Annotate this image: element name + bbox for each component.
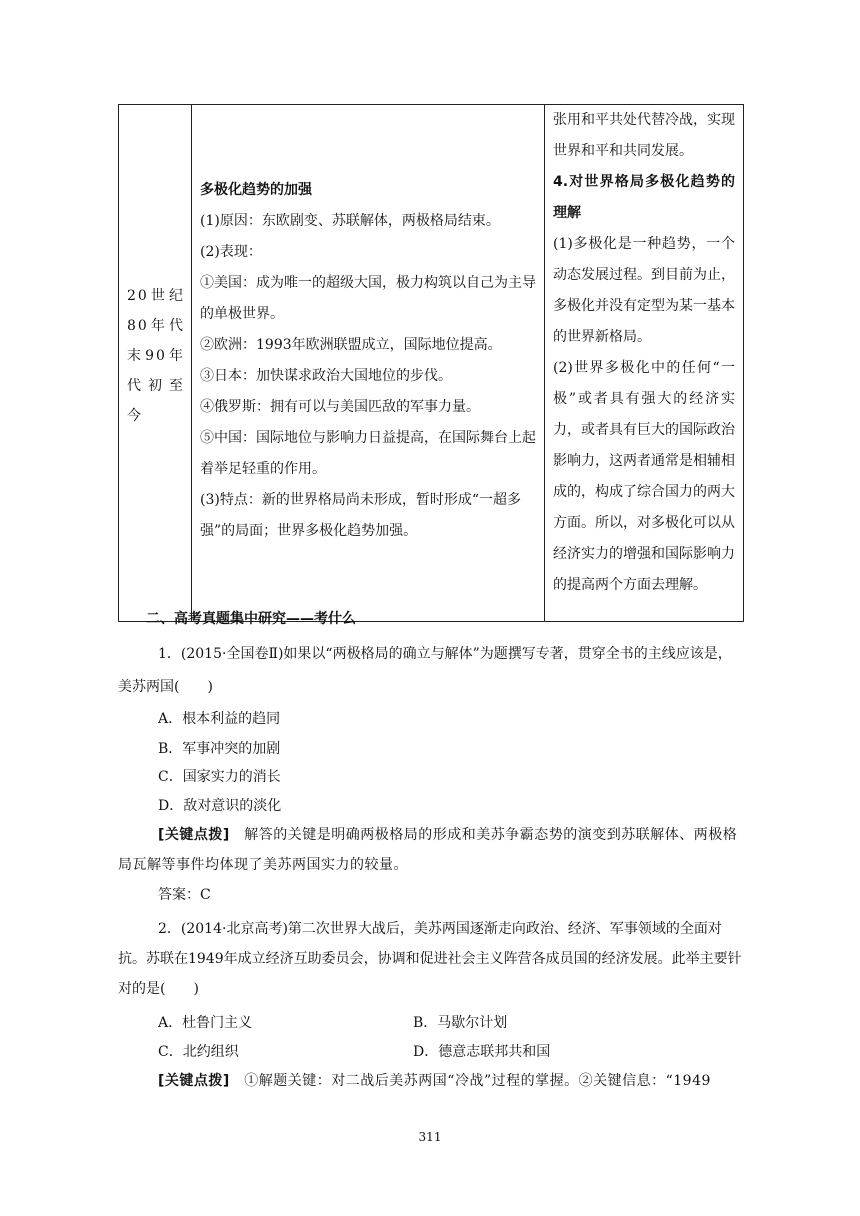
content-line: ④俄罗斯：拥有可以与美国匹敌的军事力量。: [200, 399, 480, 415]
q1-stem: 1．(2015·全国卷Ⅱ)如果以“两极格局的确立与解体”为题撰写专著，贯穿全书的主线应该是，美苏两国( ): [118, 646, 732, 695]
content-line: ①美国：成为唯一的超级大国，极力构筑以自己为主导的单极世界。: [200, 275, 536, 322]
q1-option-b: B．军事冲突的加剧: [158, 741, 281, 757]
notes-heading: 4.对世界格局多极化趋势的理解: [553, 174, 735, 221]
q2-option-b: B．马歇尔计划: [413, 1015, 508, 1031]
content-line: ②欧洲：1993年欧洲联盟成立，国际地位提高。: [200, 337, 502, 353]
notes-continued: 张用和平共处代替冷战，实现世界和平和共同发展。: [553, 112, 735, 159]
content-cell: [192, 105, 545, 622]
content-line: ③日本：加快谋求政治大国地位的步伐。: [200, 368, 452, 384]
period-cell: [119, 105, 192, 622]
content-line: (3)特点：新的世界格局尚未形成，暂时形成“一超多强”的局面；世界多极化趋势加强。: [200, 492, 521, 539]
period-label: 20世纪80年代末90年代初至今: [127, 288, 185, 424]
q1-option-a: A．根本利益的趋同: [158, 711, 281, 727]
q2-option-a: A．杜鲁门主义: [158, 1015, 253, 1031]
q1-hint-text: 解答的关键是明确两极格局的形成和美苏争霸态势的演变到苏联解体、两极格局瓦解等事件均体现了美苏两国实力的较量。: [118, 827, 738, 873]
content-heading: 多极化趋势的加强: [200, 182, 312, 198]
q1-answer: 答案：C: [158, 887, 211, 903]
q2-stem: 2．(2014·北京高考)第二次世界大战后，美苏两国逐渐走向政治、经济、军事领域的全面对抗。苏联在1949年成立经济互助委员会，协调和促进社会主义阵营各成员国的经济发展。此举主要针对的是( ): [118, 921, 742, 997]
content-line: ⑤中国：国际地位与影响力日益提高，在国际舞台上起着举足轻重的作用。: [200, 430, 536, 477]
table-row: [119, 105, 744, 622]
q1-option-c: C．国家实力的消长: [158, 769, 281, 785]
content-line: (1)原因：东欧剧变、苏联解体，两极格局结束。: [200, 213, 500, 229]
q1-option-d: D．敌对意识的淡化: [158, 798, 282, 814]
q2-hint-text: ①解题关键：对二战后美苏两国“冷战”过程的掌握。②关键信息：“1949: [229, 1073, 711, 1089]
q2-option-c: C．北约组织: [158, 1044, 239, 1060]
q2-hint: [118, 1066, 742, 1096]
q1-hint: [118, 820, 742, 880]
page-number: 311: [418, 1130, 442, 1144]
q2-hint-label: [关键点拨]: [158, 1073, 230, 1089]
summary-table: [118, 104, 744, 622]
q1-hint-label: [关键点拨]: [158, 827, 230, 843]
content-line: (2)表现：: [200, 244, 262, 260]
notes-line: (2)世界多极化中的任何“一极”或者具有强大的经济实力，或者具有巨大的国际政治影响力，这两者通常是相辅相成的，构成了综合国力的两大方面。所以，对多极化可以从经济实力的增强和国际影响力的提高两个方面去理解。: [553, 360, 735, 593]
section-title: 二、高考真题集中研究——考什么: [146, 611, 356, 627]
q2-option-d: D．德意志联邦共和国: [413, 1044, 551, 1060]
notes-line: (1)多极化是一种趋势，一个动态发展过程。到目前为止，多极化并没有定型为某一基本的世界新格局。: [553, 236, 735, 345]
notes-cell: [545, 105, 744, 622]
